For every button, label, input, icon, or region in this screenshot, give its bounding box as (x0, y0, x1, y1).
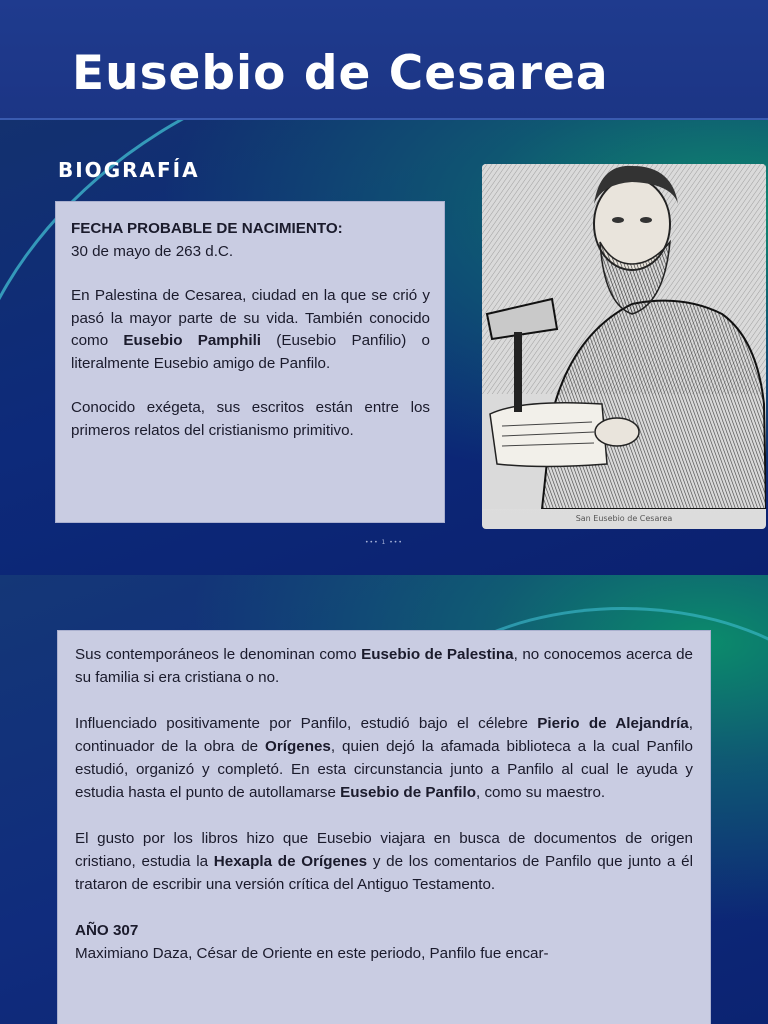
emphasis: Hexapla de Orígenes (213, 853, 368, 870)
biography-text-box (55, 201, 445, 523)
birth-date: 30 de mayo de 263 d.C. (71, 242, 234, 260)
slide-continuation (0, 575, 768, 1024)
paragraph (71, 285, 430, 375)
emphasis: Eusebio de Panfilo (340, 784, 476, 801)
paragraph (75, 643, 693, 689)
title-bar (0, 0, 768, 120)
portrait-engraving (482, 164, 766, 529)
text: (Eusebio Panfilio) o literalmente Eusebio amigo de Panfilo. (71, 332, 431, 372)
page-title: Eusebio de Cesarea (72, 46, 609, 101)
slide-biography (0, 120, 768, 575)
emphasis: Eusebio Pamphili (123, 332, 262, 349)
page-number: ••• 1 ••• (365, 539, 403, 546)
paragraph: Maximiano Daza, César de Oriente en este periodo, Panfilo fue encar- (75, 945, 549, 962)
text: y de los comentarios de Panfilo que junto a él trataron de escribir una versión crítica del Antiguo Testamento. (75, 853, 693, 893)
text: Sus contemporáneos le denominan como (75, 646, 362, 663)
section-heading: BIOGRAFÍA (58, 158, 200, 182)
paragraph (75, 712, 693, 804)
text: Influenciado positivamente por Panfilo, estudió bajo el célebre (75, 715, 538, 732)
text: En Palestina de Cesarea, ciudad en la que se crió y pasó la mayor parte de su vida. También conocido como (71, 287, 430, 349)
paragraph: Conocido exégeta, sus escritos están entre los primeros relatos del cristianismo primitivo. (71, 399, 430, 439)
text: , quien dejó la afamada biblioteca a la cual Panfilo estudió, organizó y completó. En esta circunstancia junto a Panfilo al cual le ayuda y estudia hasta el punto de autollamarse (75, 738, 693, 801)
text: , no conocemos acerca de su familia si era cristiana o no. (75, 646, 693, 686)
emphasis: Eusebio de Palestina (361, 646, 514, 663)
year-heading: AÑO 307 (75, 922, 139, 939)
emphasis: Pierio de Alejandría (537, 715, 689, 732)
text: , continuador de la obra de (75, 715, 693, 755)
emphasis: Orígenes (265, 738, 331, 755)
continuation-text-box (57, 630, 711, 1024)
saint-portrait-image (482, 164, 766, 509)
image-caption: San Eusebio de Cesarea (575, 514, 673, 523)
paragraph (75, 827, 693, 896)
text: , como su maestro. (476, 784, 606, 801)
birth-label: FECHA PROBABLE DE NACIMIENTO: (71, 220, 343, 237)
text: El gusto por los libros hizo que Eusebio viajara en busca de documentos de origen cristiano, estudia la (75, 830, 693, 870)
